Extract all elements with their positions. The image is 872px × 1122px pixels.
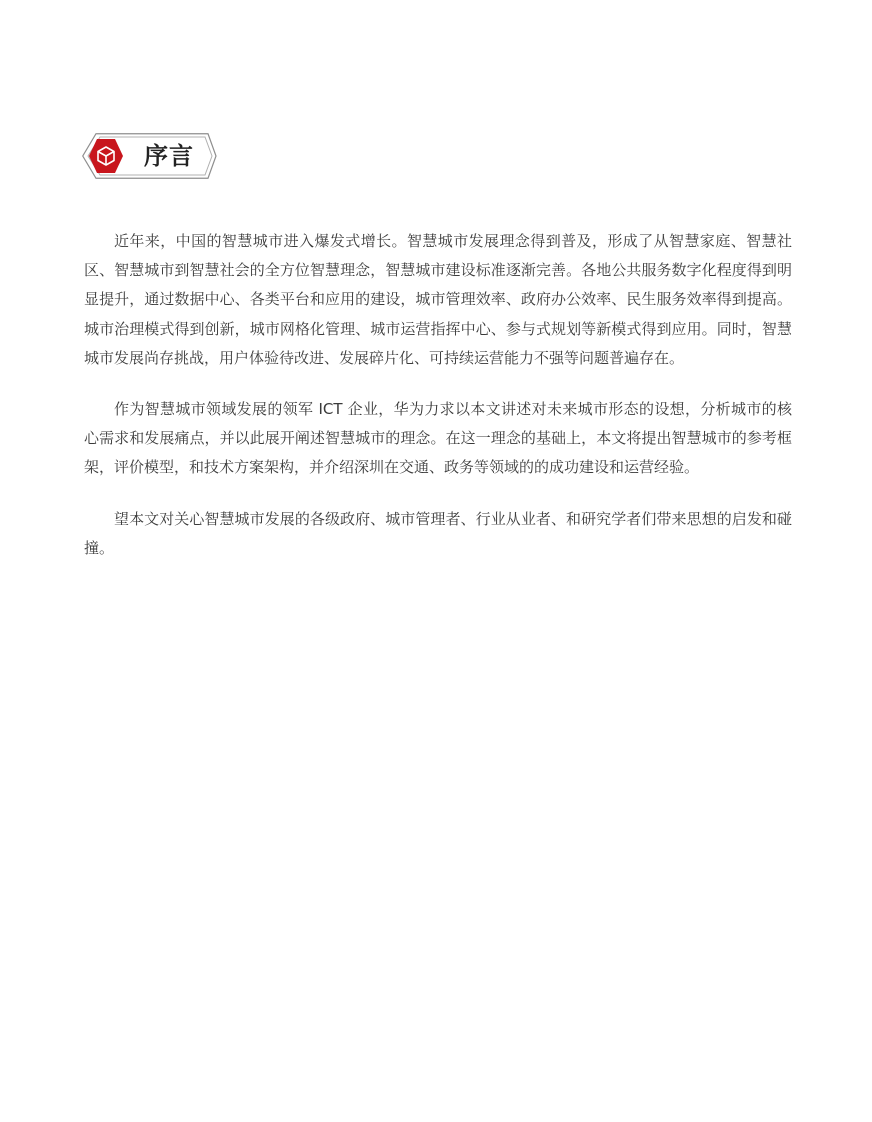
paragraph-3: 望本文对关心智慧城市发展的各级政府、城市管理者、行业从业者、和研究学者们带来思想的启发和碰撞。 xyxy=(84,509,792,557)
section-header xyxy=(82,133,217,179)
section-title: 序言 xyxy=(144,142,194,170)
paragraph-2: 作为智慧城市领域发展的领军 ICT 企业，华为力求以本文讲述对未来城市形态的设想，分析城市的核心需求和发展痛点，并以此展开阐述智慧城市的理念。在这一理念的基础上，本文将提出智慧城市的参考框架，评价模型，和技术方案架构，并介绍深圳在交通、政务等领域的的成功建设和运营经验。 xyxy=(84,400,792,477)
paragraph-1: 近年来，中国的智慧城市进入爆发式增长。智慧城市发展理念得到普及，形成了从智慧家庭、智慧社区、智慧城市到智慧社会的全方位智慧理念，智慧城市建设标准逐渐完善。各地公共服务数字化程度得到明显提升，通过数据中心、各类平台和应用的建设，城市管理效率、政府办公效率、民生服务效率得到提高。城市治理模式得到创新，城市网格化管理、城市运营指挥中心、参与式规划等新模式得到应用。同时，智慧城市发展尚存挑战，用户体验待改进、发展碎片化、可持续运营能力不强等问题普遍存在。 xyxy=(84,232,792,367)
preface-body xyxy=(84,227,792,585)
cube-icon xyxy=(88,138,124,174)
